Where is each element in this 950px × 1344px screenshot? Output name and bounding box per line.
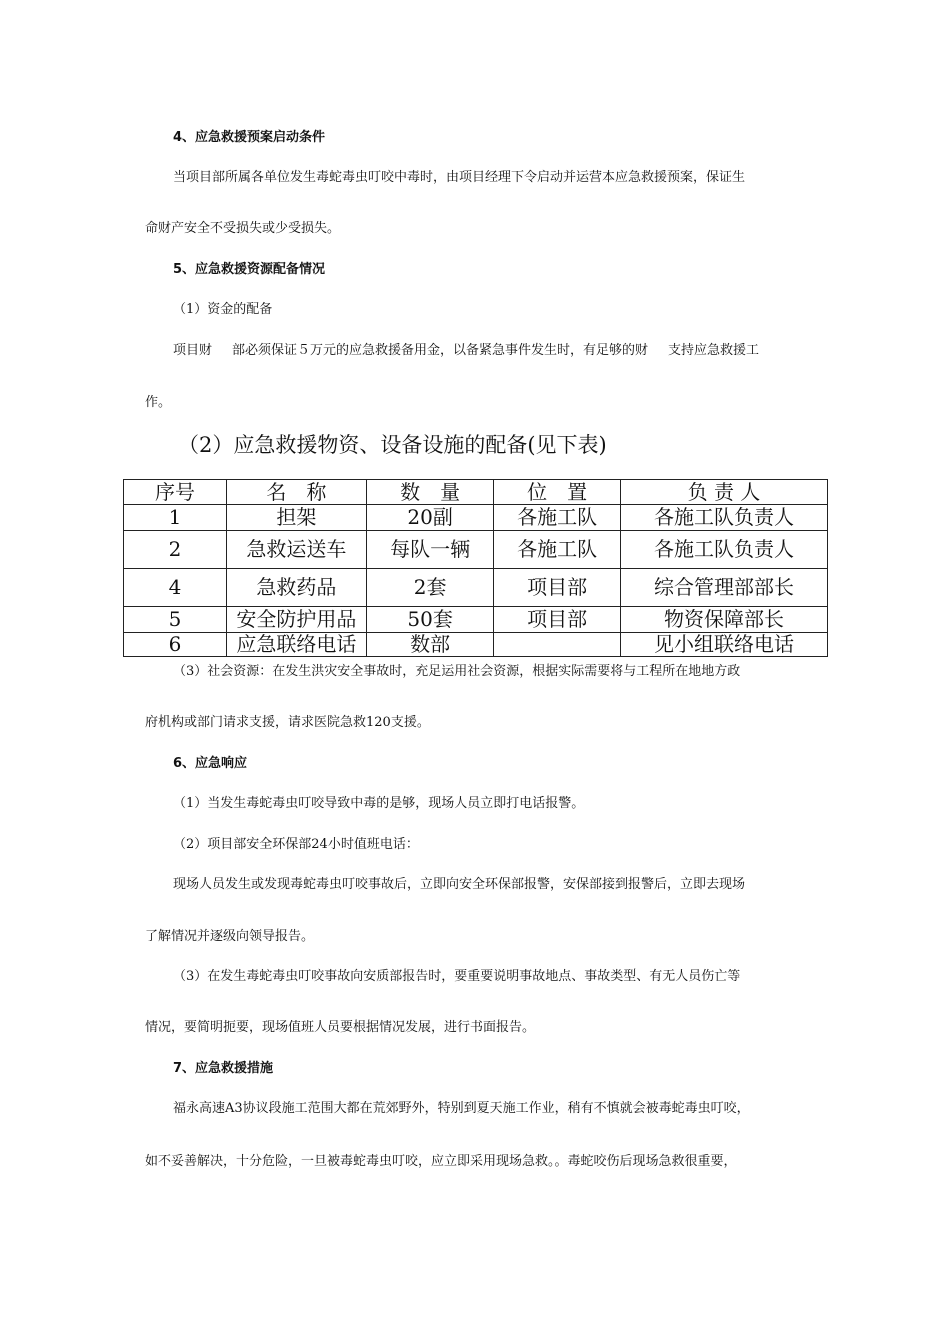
- section-4-paragraph-line-1: 当项目部所属各单位发生毒蛇毒虫叮咬中毒时，由项目经理下令启动并运营本应急救援预案，保证生: [173, 170, 746, 185]
- table-cell: 50套: [366, 607, 494, 633]
- table-cell: 项目部: [494, 569, 620, 607]
- section-4-heading: 4、应急救援预案启动条件: [173, 130, 326, 145]
- table-header-row: [124, 480, 828, 505]
- funds-text-c: 支持应急救援工: [668, 343, 760, 358]
- table-cell: 20副: [366, 505, 494, 531]
- table-cell: 2套: [366, 569, 494, 607]
- table-cell: 安全防护用品: [226, 607, 366, 633]
- section-6-heading: 6、应急响应: [173, 756, 248, 771]
- table-cell: 4: [124, 569, 227, 607]
- equipment-subheading: （2）应急救援物资、设备设施的配备(见下表): [178, 433, 607, 457]
- table-row: [124, 569, 828, 607]
- table-cell: 急救药品: [226, 569, 366, 607]
- funds-text-a: 项目财: [173, 343, 213, 358]
- table-cell: 5: [124, 607, 227, 633]
- social-resources-line-2: 府机构或部门请求支援，请求医院急救120支援。: [145, 715, 430, 730]
- table-cell: 6: [124, 633, 227, 657]
- table-cell: 1: [124, 505, 227, 531]
- table-cell: 各施工队负责人: [620, 505, 827, 531]
- header-quantity: 数 量: [366, 480, 494, 505]
- section-4-paragraph-line-2: 命财产安全不受损失或少受损失。: [145, 221, 341, 236]
- header-location: 位 置: [494, 480, 620, 505]
- table-cell: 物资保障部长: [620, 607, 827, 633]
- table-cell: 数部: [366, 633, 494, 657]
- section-5-heading: 5、应急救援资源配备情况: [173, 262, 326, 277]
- table-row: [124, 633, 828, 657]
- measures-paragraph-line-2: 如不妥善解决，十分危险，一旦被毒蛇毒虫叮咬，应立即采用现场急救。。毒蛇咬伤后现场急救很重要，: [145, 1154, 737, 1169]
- table-cell: [494, 633, 620, 657]
- table-cell: 2: [124, 531, 227, 569]
- response-item-1: （1）当发生毒蛇毒虫叮咬导致中毒的是够，现场人员立即打电话报警。: [173, 796, 585, 811]
- funds-paragraph-line-1: [173, 343, 759, 359]
- header-owner: 负 责 人: [620, 480, 827, 505]
- table-row: [124, 607, 828, 633]
- funds-paragraph-line-2: 作。: [145, 395, 172, 410]
- table-cell: 每队一辆: [366, 531, 494, 569]
- funds-text-b: 部必须保证５万元的应急救援备用金，以备紧急事件发生时，有足够的财: [232, 343, 649, 358]
- response-item-3-line-2: 情况，要简明扼要，现场值班人员要根据情况发展，进行书面报告。: [145, 1020, 536, 1035]
- funds-subheading: （1）资金的配备: [173, 302, 273, 317]
- table-cell: 应急联络电话: [226, 633, 366, 657]
- response-paragraph-line-1: 现场人员发生或发现毒蛇毒虫叮咬事故后，立即向安全环保部报警，安保部接到报警后，立即去现场: [173, 877, 746, 892]
- equipment-table: [123, 479, 828, 657]
- response-item-2: （2）项目部安全环保部24小时值班电话：: [173, 837, 419, 852]
- response-paragraph-line-2: 了解情况并逐级向领导报告。: [145, 929, 315, 944]
- social-resources-line-1: （3）社会资源：在发生洪灾安全事故时，充足运用社会资源，根据实际需要将与工程所在地地方政: [173, 664, 741, 679]
- table-cell: 各施工队: [494, 505, 620, 531]
- table-row: [124, 505, 828, 531]
- table-cell: 项目部: [494, 607, 620, 633]
- table-cell: 见小组联络电话: [620, 633, 827, 657]
- table-cell: 各施工队负责人: [620, 531, 827, 569]
- table-cell: 综合管理部部长: [620, 569, 827, 607]
- section-7-heading: 7、应急救援措施: [173, 1061, 274, 1076]
- measures-paragraph-line-1: 福永高速A3协议段施工范围大都在荒郊野外，特别到夏天施工作业，稍有不慎就会被毒蛇毒虫叮咬，: [173, 1101, 750, 1116]
- table-cell: 担架: [226, 505, 366, 531]
- table-cell: 急救运送车: [226, 531, 366, 569]
- table-cell: 各施工队: [494, 531, 620, 569]
- header-index: 序号: [124, 480, 227, 505]
- table-row: [124, 531, 828, 569]
- response-item-3-line-1: （3）在发生毒蛇毒虫叮咬事故向安质部报告时，要重要说明事故地点、事故类型、有无人员伤亡等: [173, 969, 741, 984]
- header-name: 名 称: [226, 480, 366, 505]
